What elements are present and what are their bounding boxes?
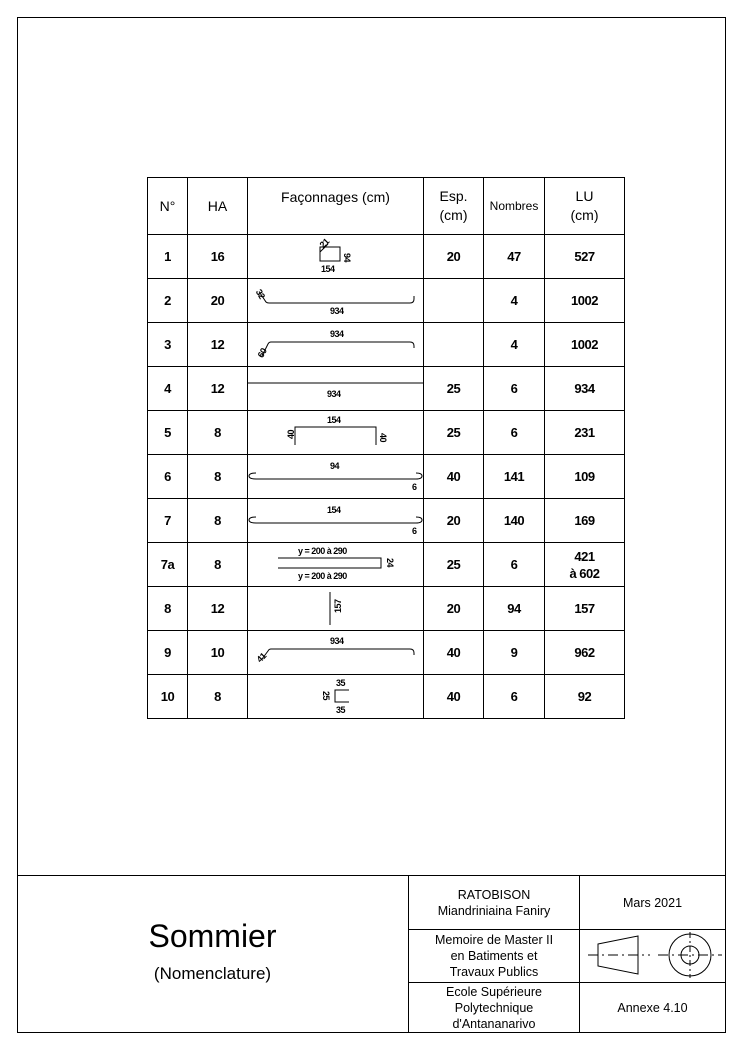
dim-label: 32 (253, 287, 267, 301)
table-row (148, 411, 625, 455)
dim-label: 41 (254, 650, 269, 665)
cell-nombres: 6 (484, 411, 545, 455)
memoire-box (408, 929, 579, 982)
cell-ha: 12 (188, 323, 248, 367)
hooked-bar-diagram (248, 455, 423, 498)
cell-lu: 231 (545, 411, 625, 455)
cell-no: 7a (148, 543, 188, 587)
cell-shape (248, 631, 424, 675)
dim-label: 6 (412, 482, 417, 492)
header-esp-line1: Esp. (439, 188, 468, 204)
vertical-bar-diagram (248, 587, 423, 630)
divider (408, 929, 725, 930)
table-row (148, 543, 625, 587)
cell-no: 6 (148, 455, 188, 499)
cell-esp (424, 279, 484, 323)
cell-esp: 25 (424, 411, 484, 455)
table-row (148, 499, 625, 543)
title-block (17, 875, 726, 1033)
cell-shape (248, 367, 424, 411)
cell-lu: 92 (545, 675, 625, 719)
nomenclature-table (147, 177, 625, 719)
table-row (148, 279, 625, 323)
dim-label: 934 (330, 306, 344, 316)
cell-nombres: 94 (484, 587, 545, 631)
annexe-number: Annexe 4.10 (617, 1000, 688, 1015)
dim-label: 35 (336, 678, 346, 688)
cell-shape (248, 279, 424, 323)
small-u-diagram (248, 675, 423, 718)
cell-ha: 8 (188, 543, 248, 587)
cell-lu: 169 (545, 499, 625, 543)
cell-no: 3 (148, 323, 188, 367)
dim-label: 934 (330, 329, 344, 339)
cell-ha: 12 (188, 367, 248, 411)
date-text: Mars 2021 (622, 895, 683, 910)
dim-label: 6 (412, 526, 417, 536)
table-row (148, 587, 625, 631)
header-esp (424, 178, 484, 235)
memoire-line: Memoire de Master II (434, 932, 554, 947)
cell-ha: 12 (188, 587, 248, 631)
cell-nombres: 4 (484, 323, 545, 367)
date-box (579, 876, 725, 929)
dim-label: 40 (286, 429, 296, 439)
school-line: d'Antananarivo (452, 1016, 536, 1031)
cell-ha: 8 (188, 455, 248, 499)
dim-label: 35 (336, 705, 346, 715)
cell-no: 9 (148, 631, 188, 675)
dim-label: 94 (342, 253, 352, 263)
cell-lu: 934 (545, 367, 625, 411)
cell-nombres: 6 (484, 675, 545, 719)
table-header-row (148, 178, 625, 235)
cell-lu: 109 (545, 455, 625, 499)
cell-ha: 16 (188, 235, 248, 279)
stirrup-shape-diagram (248, 235, 423, 278)
table-row (148, 675, 625, 719)
cell-shape (248, 455, 424, 499)
cell-nombres: 4 (484, 279, 545, 323)
dim-label: 154 (321, 264, 335, 274)
cell-shape (248, 675, 424, 719)
header-nombres: Nombres (484, 178, 545, 235)
table-row (148, 323, 625, 367)
dim-label: 40 (378, 433, 388, 443)
bar-shape-diagram (248, 279, 423, 322)
table-row (148, 455, 625, 499)
school-line: Ecole Supérieure (446, 984, 542, 999)
cell-nombres: 141 (484, 455, 545, 499)
cell-nombres: 9 (484, 631, 545, 675)
variable-bar-diagram (248, 543, 423, 586)
cell-esp: 25 (424, 367, 484, 411)
cell-shape (248, 323, 424, 367)
cell-nombres: 6 (484, 543, 545, 587)
dim-label: 60 (255, 346, 269, 360)
cell-esp: 20 (424, 587, 484, 631)
cell-shape (248, 499, 424, 543)
cell-ha: 8 (188, 499, 248, 543)
cell-shape (248, 543, 424, 587)
cell-ha: 8 (188, 411, 248, 455)
author-firstname: Miandriniaina Faniry (437, 903, 551, 918)
header-lu (545, 178, 625, 235)
cell-lu: 1002 (545, 279, 625, 323)
dim-label: 157 (333, 599, 343, 613)
header-no: N° (148, 178, 188, 235)
cell-nombres: 47 (484, 235, 545, 279)
table-row (148, 235, 625, 279)
dim-label: 934 (330, 636, 344, 646)
dim-label: 21 (317, 236, 332, 250)
header-lu-line2: (cm) (570, 207, 599, 223)
table-row (148, 367, 625, 411)
cell-no: 5 (148, 411, 188, 455)
sheet-subtitle: (Nomenclature) (153, 964, 272, 983)
dim-label: 25 (321, 691, 331, 701)
sheet-title: Sommier (148, 918, 277, 954)
cell-lu: 527 (545, 235, 625, 279)
header-ha: HA (188, 178, 248, 235)
first-angle-projection-icon (580, 929, 725, 982)
dim-label: 24 (385, 558, 395, 568)
cell-shape (248, 235, 424, 279)
school-line: Polytechnique (454, 1000, 534, 1015)
cell-esp: 40 (424, 455, 484, 499)
header-faconnages: Façonnages (cm) (248, 178, 424, 235)
bar-shape-diagram (248, 323, 423, 366)
header-lu-line1: LU (575, 188, 594, 204)
dim-label: y = 200 à 290 (298, 571, 347, 581)
cell-no: 1 (148, 235, 188, 279)
dim-label: 154 (327, 505, 341, 515)
school-box (408, 982, 579, 1033)
u-bar-diagram (248, 411, 423, 454)
cell-ha: 20 (188, 279, 248, 323)
cell-no: 10 (148, 675, 188, 719)
cell-ha: 8 (188, 675, 248, 719)
cell-nombres: 6 (484, 367, 545, 411)
cell-lu-line1: 421 (574, 548, 595, 564)
dim-label: 154 (327, 415, 341, 425)
divider (408, 982, 725, 983)
cell-shape (248, 587, 424, 631)
straight-bar-diagram (248, 367, 423, 410)
author-box (408, 876, 579, 929)
table-row (148, 631, 625, 675)
cell-no: 7 (148, 499, 188, 543)
cell-shape (248, 411, 424, 455)
cell-esp: 25 (424, 543, 484, 587)
hooked-bar-diagram (248, 499, 423, 542)
cell-no: 4 (148, 367, 188, 411)
projection-symbol-box (579, 929, 725, 982)
bar-shape-diagram (248, 631, 423, 674)
memoire-line: en Batiments et (450, 948, 538, 963)
cell-lu: 1002 (545, 323, 625, 367)
cell-esp (424, 323, 484, 367)
dim-label: y = 200 à 290 (298, 546, 347, 556)
cell-ha: 10 (188, 631, 248, 675)
header-esp-line2: (cm) (439, 207, 468, 223)
memoire-line: Travaux Publics (449, 964, 539, 979)
cell-lu-line2: à 602 (569, 565, 600, 581)
annexe-box (579, 982, 725, 1033)
cell-esp: 40 (424, 675, 484, 719)
cell-esp: 20 (424, 235, 484, 279)
cell-lu: 157 (545, 587, 625, 631)
cell-esp: 20 (424, 499, 484, 543)
dim-label: 934 (327, 389, 341, 399)
cell-nombres: 140 (484, 499, 545, 543)
cell-no: 8 (148, 587, 188, 631)
title-area (17, 876, 408, 1033)
cell-esp: 40 (424, 631, 484, 675)
cell-lu: 962 (545, 631, 625, 675)
cell-no: 2 (148, 279, 188, 323)
author-name: RATOBISON (457, 887, 531, 902)
dim-label: 94 (330, 461, 340, 471)
cell-lu (545, 543, 625, 587)
